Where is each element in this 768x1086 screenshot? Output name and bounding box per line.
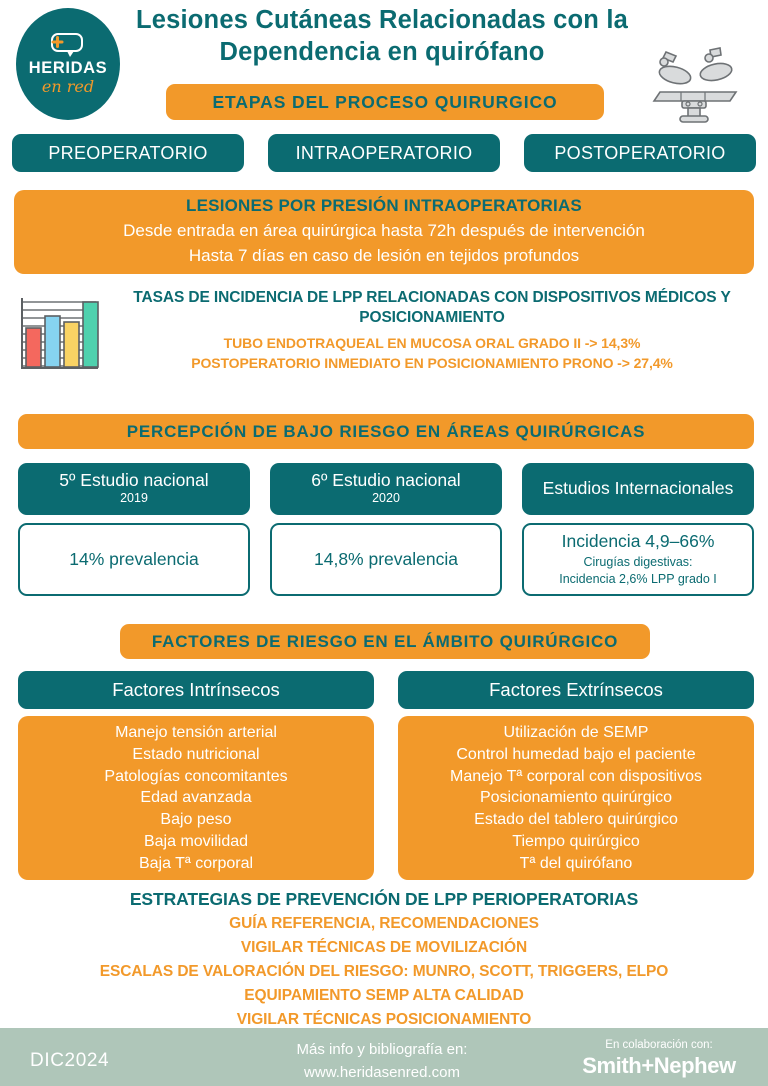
factors-intrinsic-title: Factores Intrínsecos: [18, 671, 374, 709]
footer-date: DIC2024: [30, 1050, 110, 1071]
factors-intrinsic-list: [18, 716, 374, 880]
study-result-value: 14,8% prevalencia: [314, 549, 458, 569]
factors-extrinsic-title: Factores Extrínsecos: [398, 671, 754, 709]
study-header-year: 2019: [120, 491, 148, 506]
stage-postoperatorio[interactable]: POSTOPERATORIO: [524, 134, 756, 172]
list-item: Bajo peso: [160, 811, 232, 828]
prevention-section: [14, 886, 754, 1032]
study-result-value: 14% prevalencia: [69, 549, 199, 569]
study-header: [522, 463, 754, 515]
list-item: Baja Tª corporal: [138, 854, 254, 872]
page-title-line-1: Lesiones Cutáneas Relacionadas con la: [135, 6, 629, 34]
list-item: Estado del tablero quirúrgico: [474, 811, 678, 828]
study-header: [270, 463, 502, 515]
study-card-5-estudio-nacional: [18, 463, 250, 598]
list-item: Posicionamiento quirúrgico: [479, 789, 673, 807]
heridas-en-red-logo: [16, 8, 120, 120]
bar-chart-icon: [16, 294, 102, 376]
incidence-stat-2: POSTOPERATORIO INMEDIATO EN POSICIONAMIENTO PRONO -> 27,4%: [191, 355, 673, 372]
page-footer: [0, 1028, 768, 1086]
prevention-item: EQUIPAMIENTO SEMP ALTA CALIDAD: [244, 987, 524, 1005]
list-item: Manejo tensión arterial: [115, 724, 277, 741]
operating-room-lights-and-table-icon: [648, 42, 760, 124]
pressure-injuries-box: [14, 190, 754, 274]
factors-intrinsic-column: [18, 671, 374, 880]
study-result: [522, 523, 754, 596]
list-item: Utilización de SEMP: [503, 724, 649, 741]
logo-wordmark: HERIDAS: [28, 59, 108, 78]
incidence-text-block: [108, 288, 756, 374]
speech-bubble-plus-icon: [45, 32, 91, 58]
study-result: [18, 523, 250, 596]
etapas-banner: ETAPAS DEL PROCESO QUIRURGICO: [166, 84, 604, 120]
percepcion-banner: PERCEPCIÓN DE BAJO RIESGO EN ÁREAS QUIRÚRGICAS: [18, 414, 754, 449]
prevention-item: ESCALAS DE VALORACIÓN DEL RIESGO: MUNRO, SCOTT, TRIGGERS, ELPO: [99, 963, 669, 981]
factors-extrinsic-column: [398, 671, 754, 880]
footer-website-link[interactable]: www.heridasenred.com: [304, 1064, 460, 1082]
list-item: Tiempo quirúrgico: [512, 832, 640, 850]
footer-collaboration: [564, 1038, 754, 1078]
footer-info: [232, 1038, 532, 1085]
list-item: Manejo Tª corporal con dispositivos: [450, 767, 702, 785]
prevention-item: VIGILAR TÉCNICAS DE MOVILIZACIÓN: [240, 939, 528, 957]
page-title: [122, 4, 642, 69]
study-result: [270, 523, 502, 596]
list-item: Edad avanzada: [140, 789, 252, 807]
factors-row: [18, 671, 754, 880]
study-result-note-1: Cirugías digestivas:: [583, 555, 693, 570]
list-item: Estado nutricional: [132, 745, 260, 763]
studies-row: [18, 463, 754, 598]
pressure-injuries-title: LESIONES POR PRESIÓN INTRAOPERATORIAS: [186, 195, 582, 215]
study-result-value: Incidencia 4,9–66%: [561, 531, 715, 552]
factores-banner: FACTORES DE RIESGO EN EL ÁMBITO QUIRÚRGICO: [120, 624, 650, 659]
pressure-injuries-line-1: Desde entrada en área quirúrgica hasta 72h después de intervención: [123, 220, 645, 240]
page-title-line-2: Dependencia en quirófano: [219, 38, 545, 67]
study-card-estudios-internacionales: [522, 463, 754, 598]
smith-nephew-logo: Smith+Nephew: [582, 1052, 736, 1078]
collaboration-label: En colaboración con:: [605, 1039, 713, 1051]
pressure-injuries-line-2: Hasta 7 días en caso de lesión en tejidos profundos: [188, 245, 580, 265]
prevention-title: ESTRATEGIAS DE PREVENCIÓN DE LPP PERIOPERATORIAS: [129, 889, 639, 909]
study-card-6-estudio-nacional: [270, 463, 502, 598]
incidence-stat-1: TUBO ENDOTRAQUEAL EN MUCOSA ORAL GRADO II -> 14,3%: [223, 334, 641, 351]
study-header-title: 5º Estudio nacional: [59, 469, 209, 490]
list-item: Patologías concomitantes: [104, 767, 288, 785]
study-header: [18, 463, 250, 515]
stages-row: [12, 134, 756, 172]
incidence-title: TASAS DE INCIDENCIA DE LPP RELACIONADAS CON DISPOSITIVOS MÉDICOS Y POSICIONAMIENTO: [133, 289, 731, 327]
prevention-item: VIGILAR TÉCNICAS POSICIONAMIENTO: [236, 1011, 532, 1029]
factors-extrinsic-list: [398, 716, 754, 880]
list-item: Baja movilidad: [143, 832, 249, 850]
footer-info-label: Más info y bibliografía en:: [296, 1041, 468, 1058]
study-result-note-2: Incidencia 2,6% LPP grado I: [559, 572, 717, 586]
logo-tagline: en red: [41, 76, 95, 96]
prevention-item: GUÍA REFERENCIA, RECOMENDACIONES: [229, 915, 539, 933]
incidence-section: [10, 288, 762, 386]
study-header-title: 6º Estudio nacional: [311, 469, 461, 490]
stage-intraoperatorio[interactable]: INTRAOPERATORIO: [268, 134, 500, 172]
list-item: Control humedad bajo el paciente: [456, 745, 696, 763]
list-item: Tª del quirófano: [519, 854, 633, 872]
study-header-year: 2020: [372, 491, 400, 506]
stage-preoperatorio[interactable]: PREOPERATORIO: [12, 134, 244, 172]
study-header-title: Estudios Internacionales: [542, 478, 734, 499]
